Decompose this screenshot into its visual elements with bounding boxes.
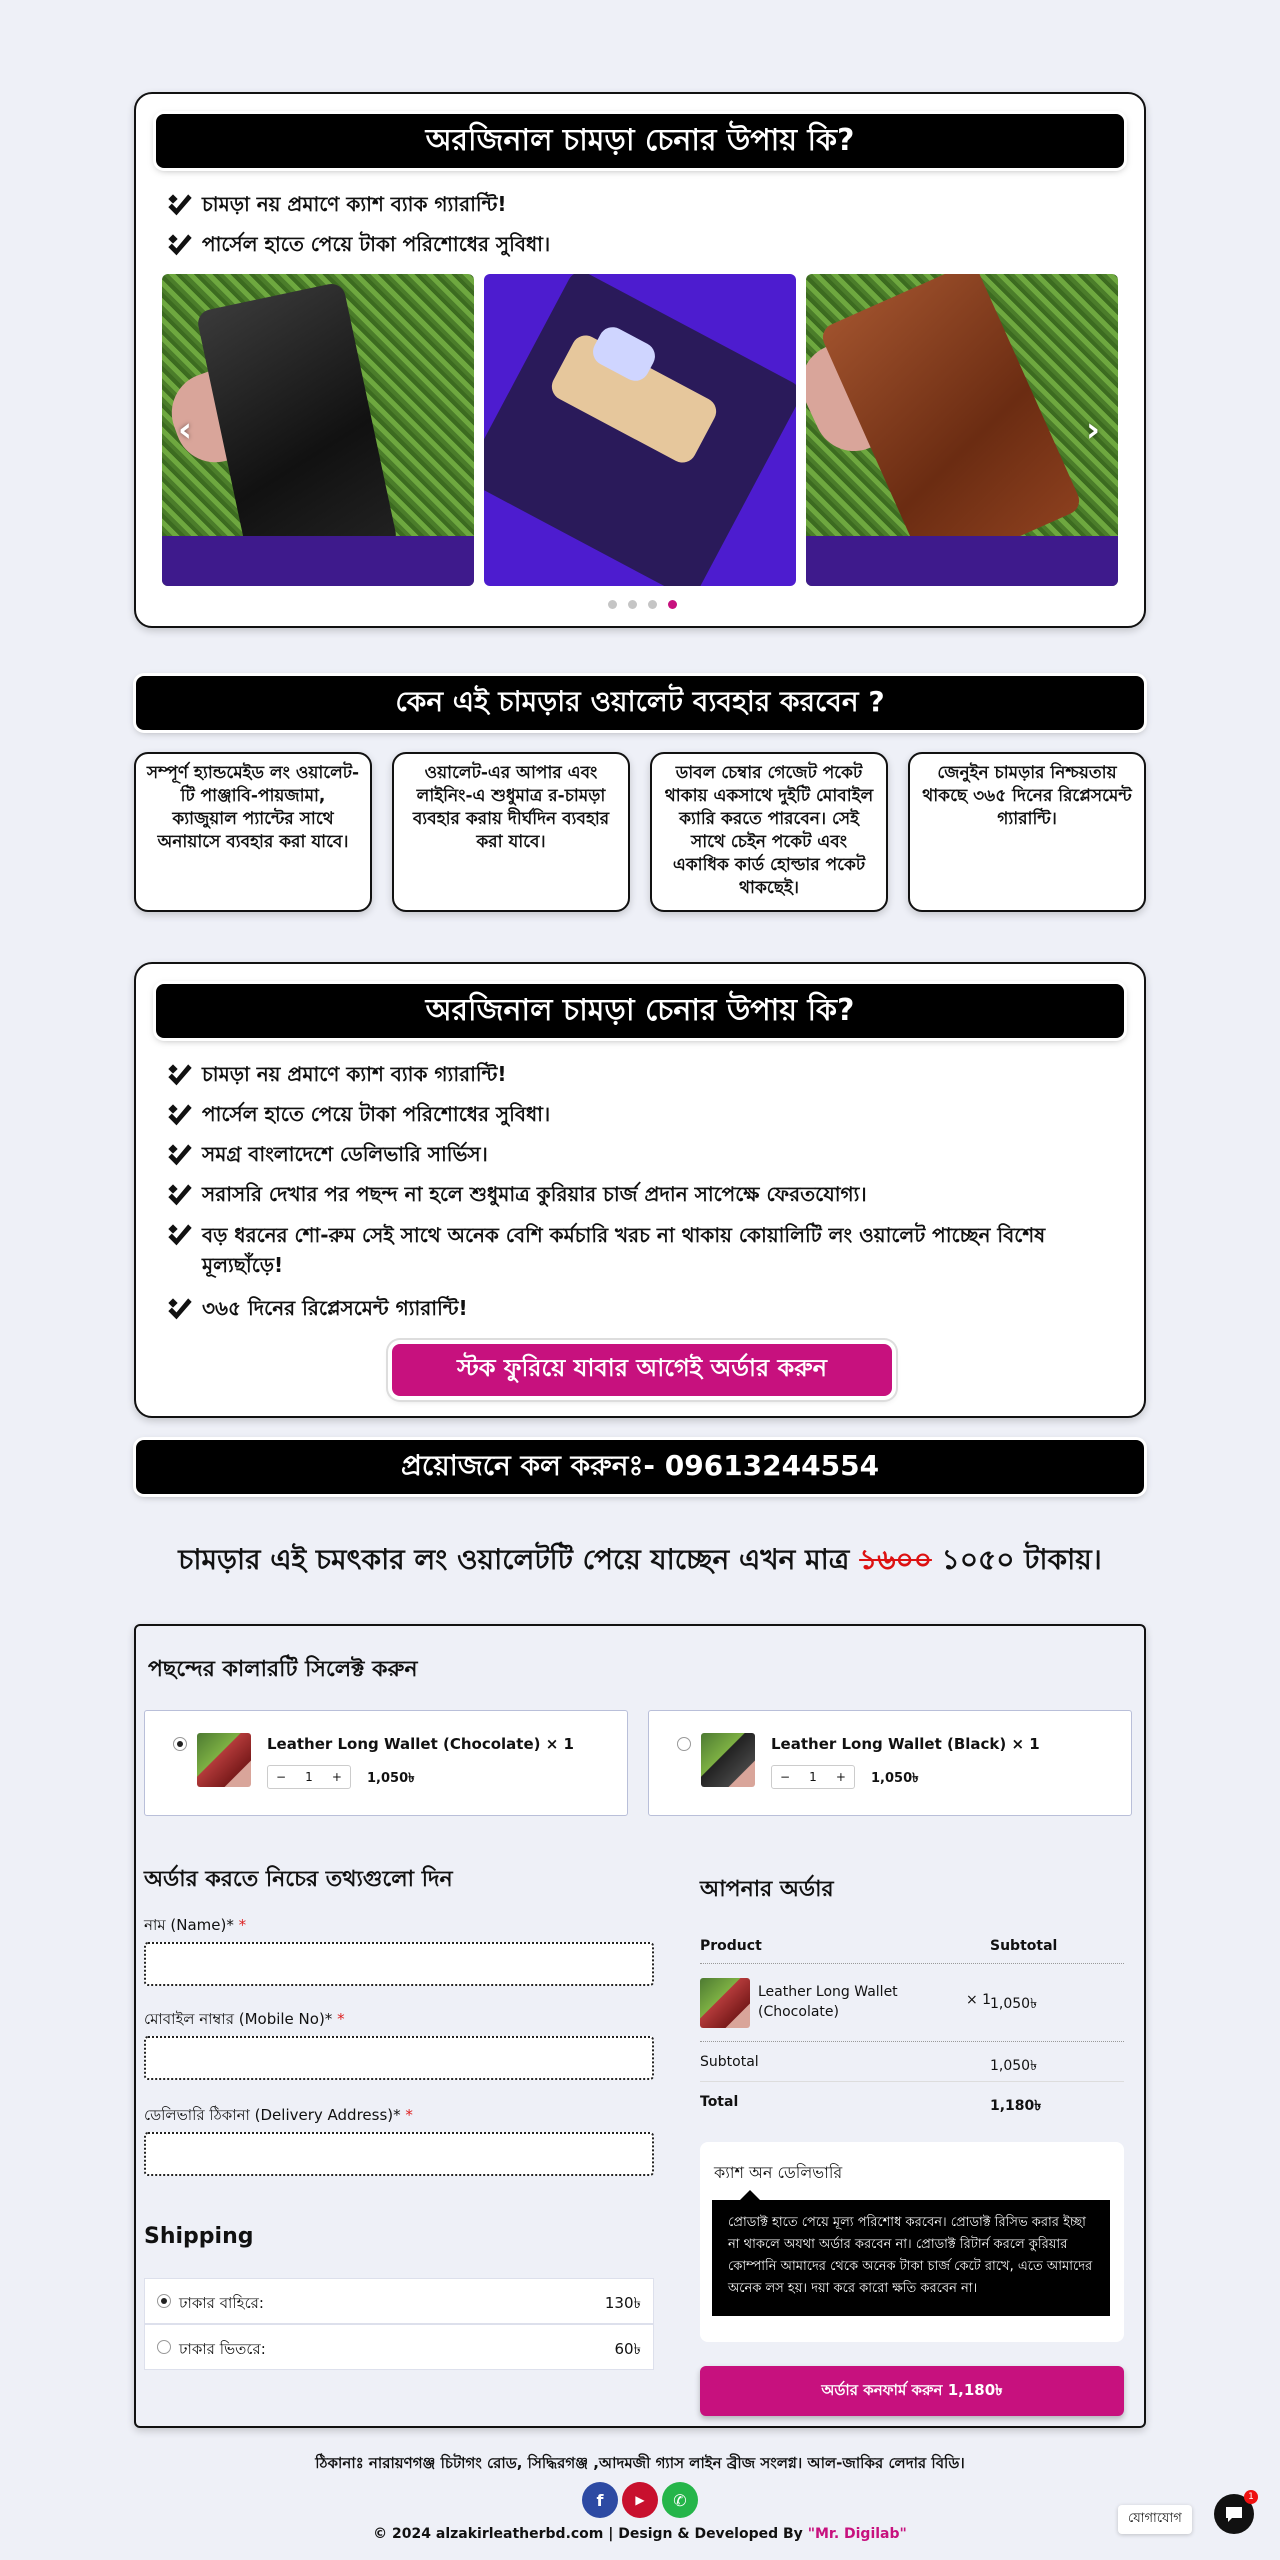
qty-minus-button[interactable]: − <box>276 1770 287 1784</box>
carousel-dot-active[interactable] <box>668 600 677 609</box>
section3-title-text: অরজিনাল চামড়া চেনার উপায় কি? <box>425 992 855 1028</box>
carousel-prev-arrow[interactable]: ‹ <box>178 410 193 450</box>
feature-item <box>166 1294 468 1327</box>
col-product: Product <box>700 1938 762 1954</box>
total-value: 1,180৳ <box>990 2098 1042 2114</box>
shipping-radio[interactable] <box>157 2294 171 2308</box>
qty-value[interactable]: 1 <box>305 1770 313 1784</box>
info-box-lining <box>392 752 630 912</box>
shipping-price: 60৳ <box>614 2340 641 2358</box>
feature-text: চামড়া নয় প্রমাণে ক্যাশ ব্যাক গ্যারান্টি! <box>202 1062 507 1086</box>
shipping-radio[interactable] <box>157 2340 171 2354</box>
col-subtotal: Subtotal <box>990 1938 1058 1954</box>
feature-item <box>166 190 507 223</box>
total-row <box>700 2082 1124 2122</box>
check-icon <box>166 1182 194 1210</box>
shipping-option-outside-dhaka[interactable] <box>144 2278 654 2324</box>
address-input[interactable] <box>144 2132 654 2176</box>
summary-header-row <box>700 1934 1124 1964</box>
why-use-banner <box>136 676 1144 730</box>
developer-link[interactable]: "Mr. Digilab" <box>807 2526 907 2542</box>
carousel-dot[interactable] <box>648 600 657 609</box>
price-line-text: চামড়ার এই চমৎকার লং ওয়ালেটটি পেয়ে যাচ্ছেন এখন মাত্র <box>178 1543 850 1576</box>
feature-item <box>166 1140 488 1173</box>
form-heading: অর্ডার করতে নিচের তথ্যগুলো দিন <box>144 1867 453 1892</box>
feature-item <box>166 1180 867 1213</box>
footer-copyright <box>0 2526 1280 2542</box>
item-price: 1,050৳ <box>990 1996 1038 2012</box>
chat-badge: 1 <box>1244 2490 1258 2504</box>
feature-text: সরাসরি দেখার পর পছন্দ না হলে শুধুমাত্র কুরিয়ার চার্জ প্রদান সাপেক্ষে ফেরতযোগ্য। <box>202 1182 867 1206</box>
payment-note-arrow <box>740 2190 760 2200</box>
carousel-dot[interactable] <box>628 600 637 609</box>
payment-note: প্রোডাক্ট হাতে পেয়ে মূল্য পরিশোধ করবেন। প্রোডাক্ট রিসিভ করার ইচ্ছা না থাকলে অযথা অর্ডার করবেন না। প্রোডাক্ট রিটার্ন করলে কুরিয়ার কোম্পানি আমাদের থেকে অনেক টাকা চার্জ কেটে রাখে, এতে আমাদের অনেক লস হয়। দয়া করে কারো ক্ষতি করবেন না। <box>712 2200 1110 2316</box>
carousel-next-arrow[interactable]: › <box>1086 410 1101 450</box>
shipping-heading: Shipping <box>144 2224 254 2249</box>
price-line <box>0 1538 1280 1585</box>
shipping-label: ঢাকার ভিতরে: <box>179 2340 266 2358</box>
qty-plus-button[interactable]: + <box>331 1770 342 1784</box>
why-use-title: কেন এই চামড়ার ওয়ালেট ব্যবহার করবেন ? <box>395 684 885 718</box>
confirm-order-button[interactable]: অর্ডার কনফার্ম করুন 1,180৳ <box>700 2366 1124 2416</box>
new-price: ১০৫০ টাকায়। <box>941 1543 1102 1576</box>
qty-minus-button[interactable]: − <box>780 1770 791 1784</box>
feature-text: পার্সেল হাতে পেয়ে টাকা পরিশোধের সুবিধা। <box>202 1102 551 1126</box>
info-box-handmade <box>134 752 372 912</box>
subtotal-value: 1,050৳ <box>990 2058 1038 2074</box>
check-icon <box>166 232 194 260</box>
payment-title: ক্যাশ অন ডেলিভারি <box>714 2163 843 2182</box>
order-now-button[interactable]: স্টক ফুরিয়ে যাবার আগেই অর্ডার করুন <box>392 1344 892 1396</box>
summary-item-row <box>700 1964 1124 2042</box>
carousel-dot[interactable] <box>608 600 617 609</box>
summary-heading: আপনার অর্ডার <box>700 1877 834 1902</box>
feature-text: চামড়া নয় প্রমাণে ক্যাশ ব্যাক গ্যারান্টি! <box>202 192 507 216</box>
variant-radio[interactable] <box>677 1737 691 1751</box>
variant-radio[interactable] <box>173 1737 187 1751</box>
info-box-pockets <box>650 752 888 912</box>
check-icon <box>166 1102 194 1130</box>
qty-value[interactable]: 1 <box>809 1770 817 1784</box>
payment-box[interactable] <box>700 2142 1124 2342</box>
call-banner[interactable] <box>136 1440 1144 1494</box>
footer-address: ঠিকানাঃ নারায়ণগঞ্জ চিটাগং রোড, সিদ্ধিরগঞ্জ ,আদমজী গ্যাস লাইন ব্রীজ সংলগ্ন। আল-জাকির লেদার বিডি। <box>315 2454 965 2472</box>
subtotal-label: Subtotal <box>700 2054 759 2070</box>
wallet-photo-black <box>162 274 474 586</box>
mobile-label: মোবাইল নাম্বার (Mobile No)* * <box>144 2010 345 2028</box>
variant-name: Leather Long Wallet (Chocolate) × 1 <box>267 1735 574 1753</box>
wallet-photo-open <box>484 274 796 586</box>
variant-name: Leather Long Wallet (Black) × 1 <box>771 1735 1040 1753</box>
check-icon <box>166 1296 194 1324</box>
feature-text: পার্সেল হাতে পেয়ে টাকা পরিশোধের সুবিধা। <box>202 232 551 256</box>
variant-thumbnail <box>197 1733 251 1787</box>
variant-price: 1,050৳ <box>367 1771 415 1786</box>
section1-title-text: অরজিনাল চামড়া চেনার উপায় কি? <box>425 122 855 158</box>
info-box-text: জেনুইন চামড়ার নিশ্চয়তায় থাকছে ৩৬৫ দিনের রিপ্লেসমেন্ট গ্যারান্টি। <box>922 763 1132 829</box>
variant-chocolate[interactable] <box>144 1710 628 1816</box>
call-banner-text: প্রয়োজনে কল করুনঃ- 09613244554 <box>400 1448 880 1482</box>
feature-text: সমগ্র বাংলাদেশে ডেলিভারি সার্ভিস। <box>202 1142 488 1166</box>
feature-item <box>166 1100 550 1133</box>
check-icon <box>166 1062 194 1090</box>
shipping-option-inside-dhaka[interactable] <box>144 2324 654 2370</box>
copyright-text: © 2024 alzakirleatherbd.com | Design & Developed By <box>373 2526 803 2542</box>
chat-icon <box>1224 2504 1244 2524</box>
info-box-text: সম্পূর্ণ হ্যান্ডমেইড লং ওয়ালেট-টি পাঞ্জাবি-পায়জামা, ক্যাজুয়াল প্যান্টের সাথে অনায়াসে ব্যবহার করা যাবে। <box>146 763 360 852</box>
shipping-label: ঢাকার বাহিরে: <box>179 2294 264 2312</box>
address-label: ডেলিভারি ঠিকানা (Delivery Address)* * <box>144 2106 413 2124</box>
youtube-icon[interactable]: ▶ <box>622 2482 658 2518</box>
check-icon <box>166 1222 194 1250</box>
original-leather-card <box>134 92 1146 628</box>
feature-text: ৩৬৫ দিনের রিপ্লেসমেন্ট গ্যারান্টি! <box>202 1296 468 1320</box>
name-input[interactable] <box>144 1942 654 1986</box>
whatsapp-icon[interactable]: ✆ <box>662 2482 698 2518</box>
info-box-text: ওয়ালেট-এর আপার এবং লাইনিং-এ শুধুমাত্র র-চামড়া ব্যবহার করায় দীর্ঘদিন ব্যবহার করা যাবে। <box>412 763 610 852</box>
variant-thumbnail <box>701 1733 755 1787</box>
shipping-price: 130৳ <box>604 2294 641 2312</box>
qty-plus-button[interactable]: + <box>835 1770 846 1784</box>
facebook-icon[interactable]: f <box>582 2482 618 2518</box>
feature-item <box>166 1220 1116 1280</box>
info-box-guarantee <box>908 752 1146 912</box>
old-price: ১৬০০ <box>859 1543 932 1576</box>
item-qty: × 1 <box>966 1992 992 2008</box>
name-label: নাম (Name)* * <box>144 1916 247 1934</box>
item-thumbnail <box>700 1978 750 2028</box>
subtotal-row <box>700 2042 1124 2082</box>
check-icon <box>166 192 194 220</box>
info-box-text: ডাবল চেম্বার গেজেট পকেট থাকায় একসাথে দুইটি মোবাইল ক্যারি করতে পারবেন। সেই সাথে চেইন পকেট এবং একাধিক কার্ড হোল্ডার পকেট থাকছেই। <box>664 763 874 898</box>
wallet-photo-brown <box>806 274 1118 586</box>
chat-label[interactable]: যোগাযোগ <box>1118 2505 1192 2534</box>
features-card <box>134 962 1146 1418</box>
feature-text: বড় ধরনের শো-রুম সেই সাথে অনেক বেশি কর্মচারি খরচ না থাকায় কোয়ালিটি লং ওয়ালেট পাচ্ছেন বিশেষ মূল্যছাঁড়ে! <box>202 1223 1046 1277</box>
section1-title <box>156 114 1124 168</box>
quantity-stepper[interactable] <box>771 1765 855 1789</box>
color-select-heading: পছন্দের কালারটি সিলেক্ট করুন <box>148 1657 418 1682</box>
check-icon <box>166 1142 194 1170</box>
quantity-stepper[interactable] <box>267 1765 351 1789</box>
mobile-input[interactable] <box>144 2036 654 2080</box>
variant-black[interactable] <box>648 1710 1132 1816</box>
variant-price: 1,050৳ <box>871 1771 919 1786</box>
feature-item <box>166 1060 507 1093</box>
feature-item <box>166 230 550 263</box>
item-name: Leather Long Wallet (Chocolate) <box>758 1984 898 2020</box>
section3-title <box>156 984 1124 1038</box>
total-label: Total <box>700 2094 739 2110</box>
